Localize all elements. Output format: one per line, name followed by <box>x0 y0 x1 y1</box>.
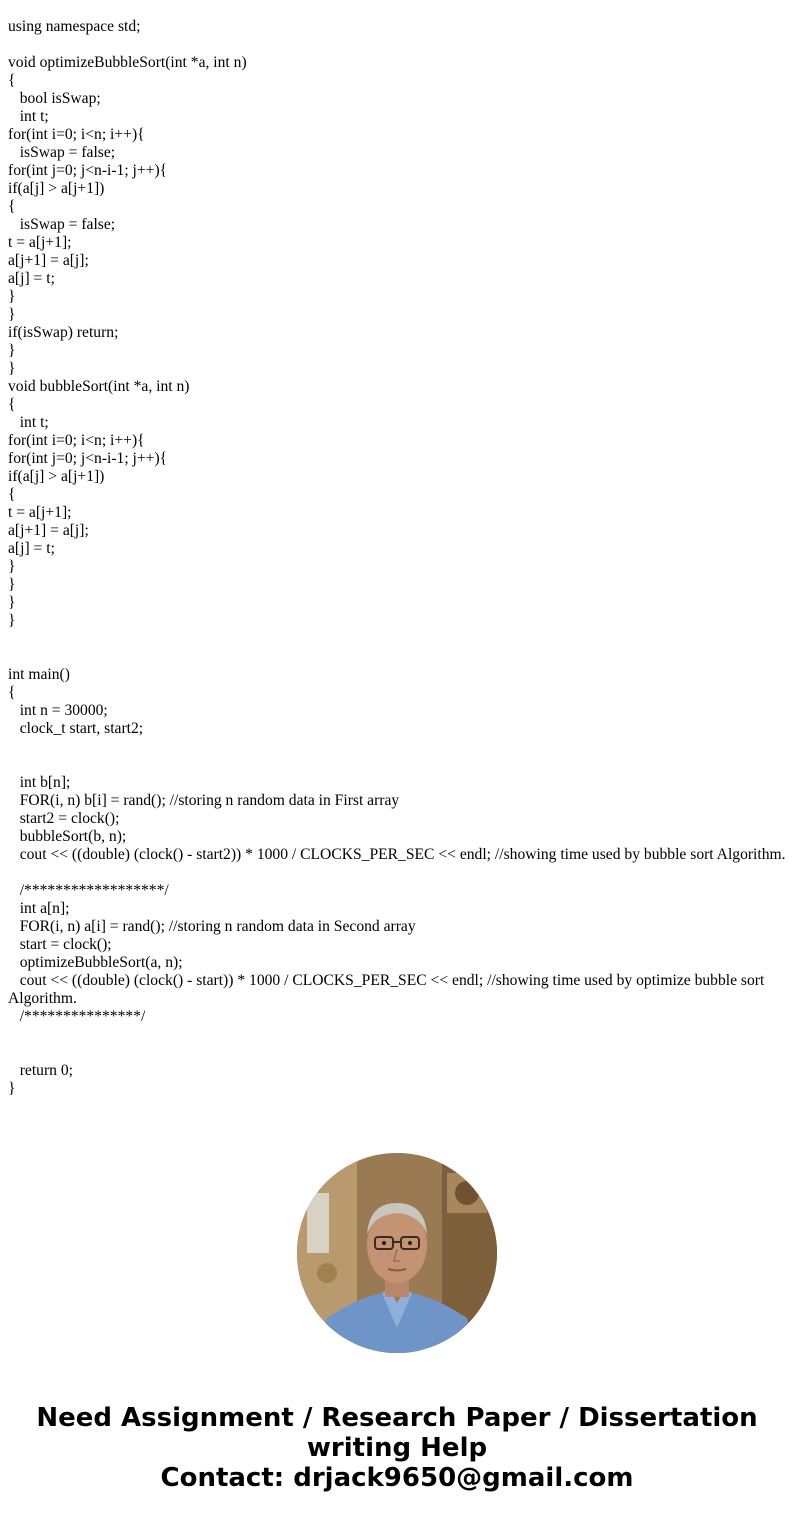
author-portrait-image <box>297 1153 497 1353</box>
banner-line-1: Need Assignment / Research Paper / Dissertation <box>36 1403 758 1433</box>
code-line <box>8 1044 788 1062</box>
code-line: if(a[j] > a[j+1]) <box>8 468 105 485</box>
code-line: } <box>8 558 16 575</box>
code-line: void optimizeBubbleSort(int *a, int n) <box>8 54 247 71</box>
code-line: isSwap = false; <box>8 144 116 161</box>
code-line: bool isSwap; <box>8 90 101 107</box>
banner-line-2: writing Help <box>306 1433 488 1463</box>
code-line: int b[n]; <box>8 774 71 791</box>
code-line: for(int j=0; j<n-i-1; j++){ <box>8 450 168 467</box>
code-line: cout << ((double) (clock() - start)) * 1000 / CLOCKS_PER_SEC << endl; //showing time used by optimize bubble sort Algorithm. <box>8 972 768 1007</box>
code-line: } <box>8 576 16 593</box>
author-avatar <box>297 1153 497 1353</box>
code-line: /******************/ <box>8 882 169 899</box>
code-line: start2 = clock(); <box>8 810 120 827</box>
code-line: } <box>8 594 16 611</box>
code-line: for(int i=0; i<n; i++){ <box>8 432 145 449</box>
code-listing <box>8 0 788 1098</box>
code-line <box>8 864 788 882</box>
code-line: /***************/ <box>8 1008 146 1025</box>
code-line: FOR(i, n) a[i] = rand(); //storing n random data in Second array <box>8 918 416 935</box>
code-line: start = clock(); <box>8 936 112 953</box>
code-line: } <box>8 306 16 323</box>
code-line: int t; <box>8 108 49 125</box>
code-line <box>8 630 788 648</box>
code-line: if(a[j] > a[j+1]) <box>8 180 105 197</box>
code-line: void bubbleSort(int *a, int n) <box>8 378 190 395</box>
code-line: isSwap = false; <box>8 216 116 233</box>
code-line: clock_t start, start2; <box>8 720 144 737</box>
code-line: for(int j=0; j<n-i-1; j++){ <box>8 162 168 179</box>
code-line: using namespace std; <box>8 18 141 35</box>
code-line: int main() <box>8 666 70 683</box>
code-line: { <box>8 684 16 701</box>
code-line: cout << ((double) (clock() - start2)) * 1000 / CLOCKS_PER_SEC << endl; //showing time used by bubble sort Algorithm. <box>8 846 786 863</box>
code-line: { <box>8 486 16 503</box>
code-line: } <box>8 342 16 359</box>
code-line: } <box>8 1080 16 1097</box>
code-line: return 0; <box>8 1062 73 1079</box>
code-line: int a[n]; <box>8 900 70 917</box>
code-line: a[j+1] = a[j]; <box>8 252 89 269</box>
code-line <box>8 738 788 756</box>
code-line: bubbleSort(b, n); <box>8 828 127 845</box>
code-line: int n = 30000; <box>8 702 108 719</box>
code-line: optimizeBubbleSort(a, n); <box>8 954 183 971</box>
contact-banner <box>0 1403 794 1493</box>
code-line: FOR(i, n) b[i] = rand(); //storing n random data in First array <box>8 792 400 809</box>
code-line: a[j] = t; <box>8 270 55 287</box>
code-line: a[j] = t; <box>8 540 55 557</box>
banner-contact-email: Contact: drjack9650@gmail.com <box>160 1463 634 1493</box>
code-line <box>8 756 788 774</box>
code-line <box>8 648 788 666</box>
code-line: { <box>8 396 16 413</box>
code-line: for(int i=0; i<n; i++){ <box>8 126 145 143</box>
code-line <box>8 1026 788 1044</box>
code-line: t = a[j+1]; <box>8 234 72 251</box>
code-line: int t; <box>8 414 49 431</box>
code-line <box>8 36 788 54</box>
code-line: if(isSwap) return; <box>8 324 119 341</box>
code-line: a[j+1] = a[j]; <box>8 522 89 539</box>
code-line: { <box>8 198 16 215</box>
code-line: } <box>8 360 16 377</box>
code-line: } <box>8 288 16 305</box>
code-line: { <box>8 72 16 89</box>
code-line: } <box>8 612 16 629</box>
code-line <box>8 0 788 18</box>
code-line: t = a[j+1]; <box>8 504 72 521</box>
